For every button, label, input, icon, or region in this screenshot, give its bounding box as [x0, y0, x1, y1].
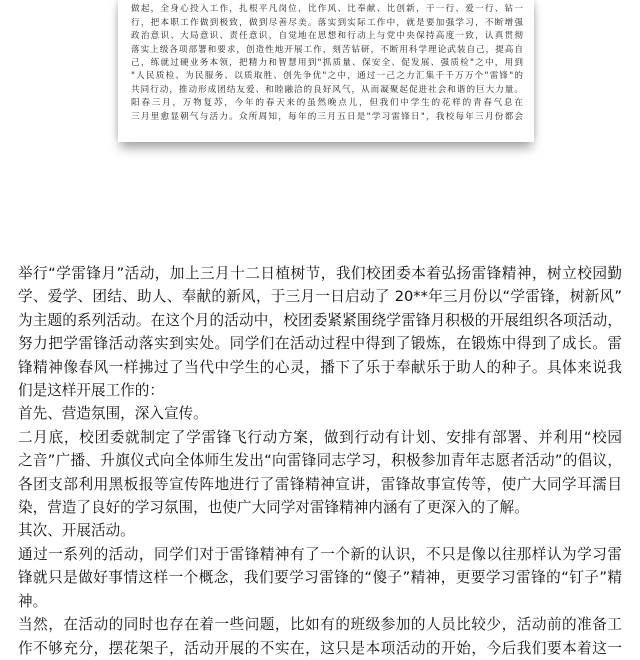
section-heading: 首先、营造氛围，深入宣传。 — [18, 405, 208, 423]
body-line: 二月底，校团委就制定了学雷锋飞行动方案，做到行动有计划、安排有部署、并利用“校园 — [18, 428, 622, 446]
body-line: 举行“学雷锋月”活动，加上三月十二日植树节，我们校团委本着弘扬雷锋精神，树立校园勤 — [18, 265, 622, 282]
body-line: 之音”广播、升旗仪式向全体师生发出“向雷锋同志学习，积极参加青年志愿者活动”的倡议， — [18, 452, 622, 470]
section-heading: 其次、开展活动。 — [18, 522, 135, 540]
scanned-page-text — [131, 0, 523, 124]
body-line: 锋精神像春风一样拂过了当代中学生的心灵，播下了乐于奉献乐于助人的种子。具体来说我 — [18, 358, 622, 376]
article-body — [18, 262, 622, 660]
scanned-page-thumbnail — [118, 0, 534, 142]
body-line: 们是这样开展工作的： — [18, 382, 164, 400]
thumbnail-line: 政治意识、大局意识、责任意识，自觉地在思想和行动上与党中央保持高度一致，认真贯彻 — [131, 31, 523, 42]
body-line: 神。 — [18, 592, 48, 610]
thumbnail-line: "人民质检、为民服务、以质取胜、创先争优"之中，通过一己之力汇集千千万万个"雷锋"的 — [131, 71, 523, 82]
thumbnail-line: 三月里愈显朝气与活力。众所周知，每年的三月五日是"学习雷锋日"，我校每年三月份都会 — [131, 111, 523, 122]
thumbnail-line: 共同行动，推动形成团结友爱、和睦融洽的良好风气，从而凝聚起促进社会和谐的巨大力量。 — [131, 84, 523, 95]
body-line: 锋就只是做好事情这样一个概念，我们要学习雷锋的“傻子”精神，更要学习雷锋的“钉子”精 — [18, 569, 622, 587]
body-line: 当然，在活动的同时也存在着一些问题，比如有的班级参加的人员比较少，活动前的准备工 — [18, 616, 622, 634]
body-line: 通过一系列的活动，同学们对于雷锋精神有了一个新的认识，不只是像以往那样认为学习雷 — [18, 545, 622, 563]
thumbnail-line: 阳春三月，万物复苏，今年的春天来的虽然晚点儿，但我们中学生的花样的青春气息在 — [131, 98, 523, 109]
body-line: 各团支部利用黑板报等宣传阵地进行了雷锋精神宣讲，雷锋故事宣传等，使广大同学耳濡目 — [18, 475, 622, 493]
thumbnail-line: 己，练就过硬业务本领，把精力和智慧用到"抓质量、保安全、促发展、强质检"之中，用到 — [131, 58, 523, 69]
body-line: 染，营造了良好的学习氛围，也使广大同学对雷锋精神内涵有了更深入的了解。 — [18, 499, 529, 517]
thumbnail-line: 行，把本职工作做到极致，做到尽善尽美。落实到实际工作中，就是要加强学习，不断增强 — [131, 17, 523, 28]
body-line: 努力把学雷锋活动落实到实处。同学们在活动过程中得到了锻炼，在锻炼中得到了成长。雷 — [18, 335, 622, 353]
thumbnail-line: 做起，全身心投入工作，扎根平凡岗位，比作风、比奉献、比创新，干一行、爱一行、钻一 — [131, 4, 523, 15]
body-line: 作不够充分，摆花架子，活动开展的不实在，这只是本项活动的开始，今后我们要本着这一 — [18, 639, 622, 657]
thumbnail-line: 落实上级各项部署和要求，创造性地开展工作，刻苦钻研，不断用科学理论武装自己，提高自 — [131, 44, 523, 55]
body-line: 为主题的系列活动。在这个月的活动中，校团委紧紧围绕学雷锋月积极的开展组织各项活动， — [18, 311, 622, 329]
scanned-page-preview-area — [0, 0, 640, 232]
body-line: 学、爱学、团结、助人、奉献的新风，于三月一日启动了 20**年三月份以“学雷锋，树新风” — [18, 288, 622, 306]
